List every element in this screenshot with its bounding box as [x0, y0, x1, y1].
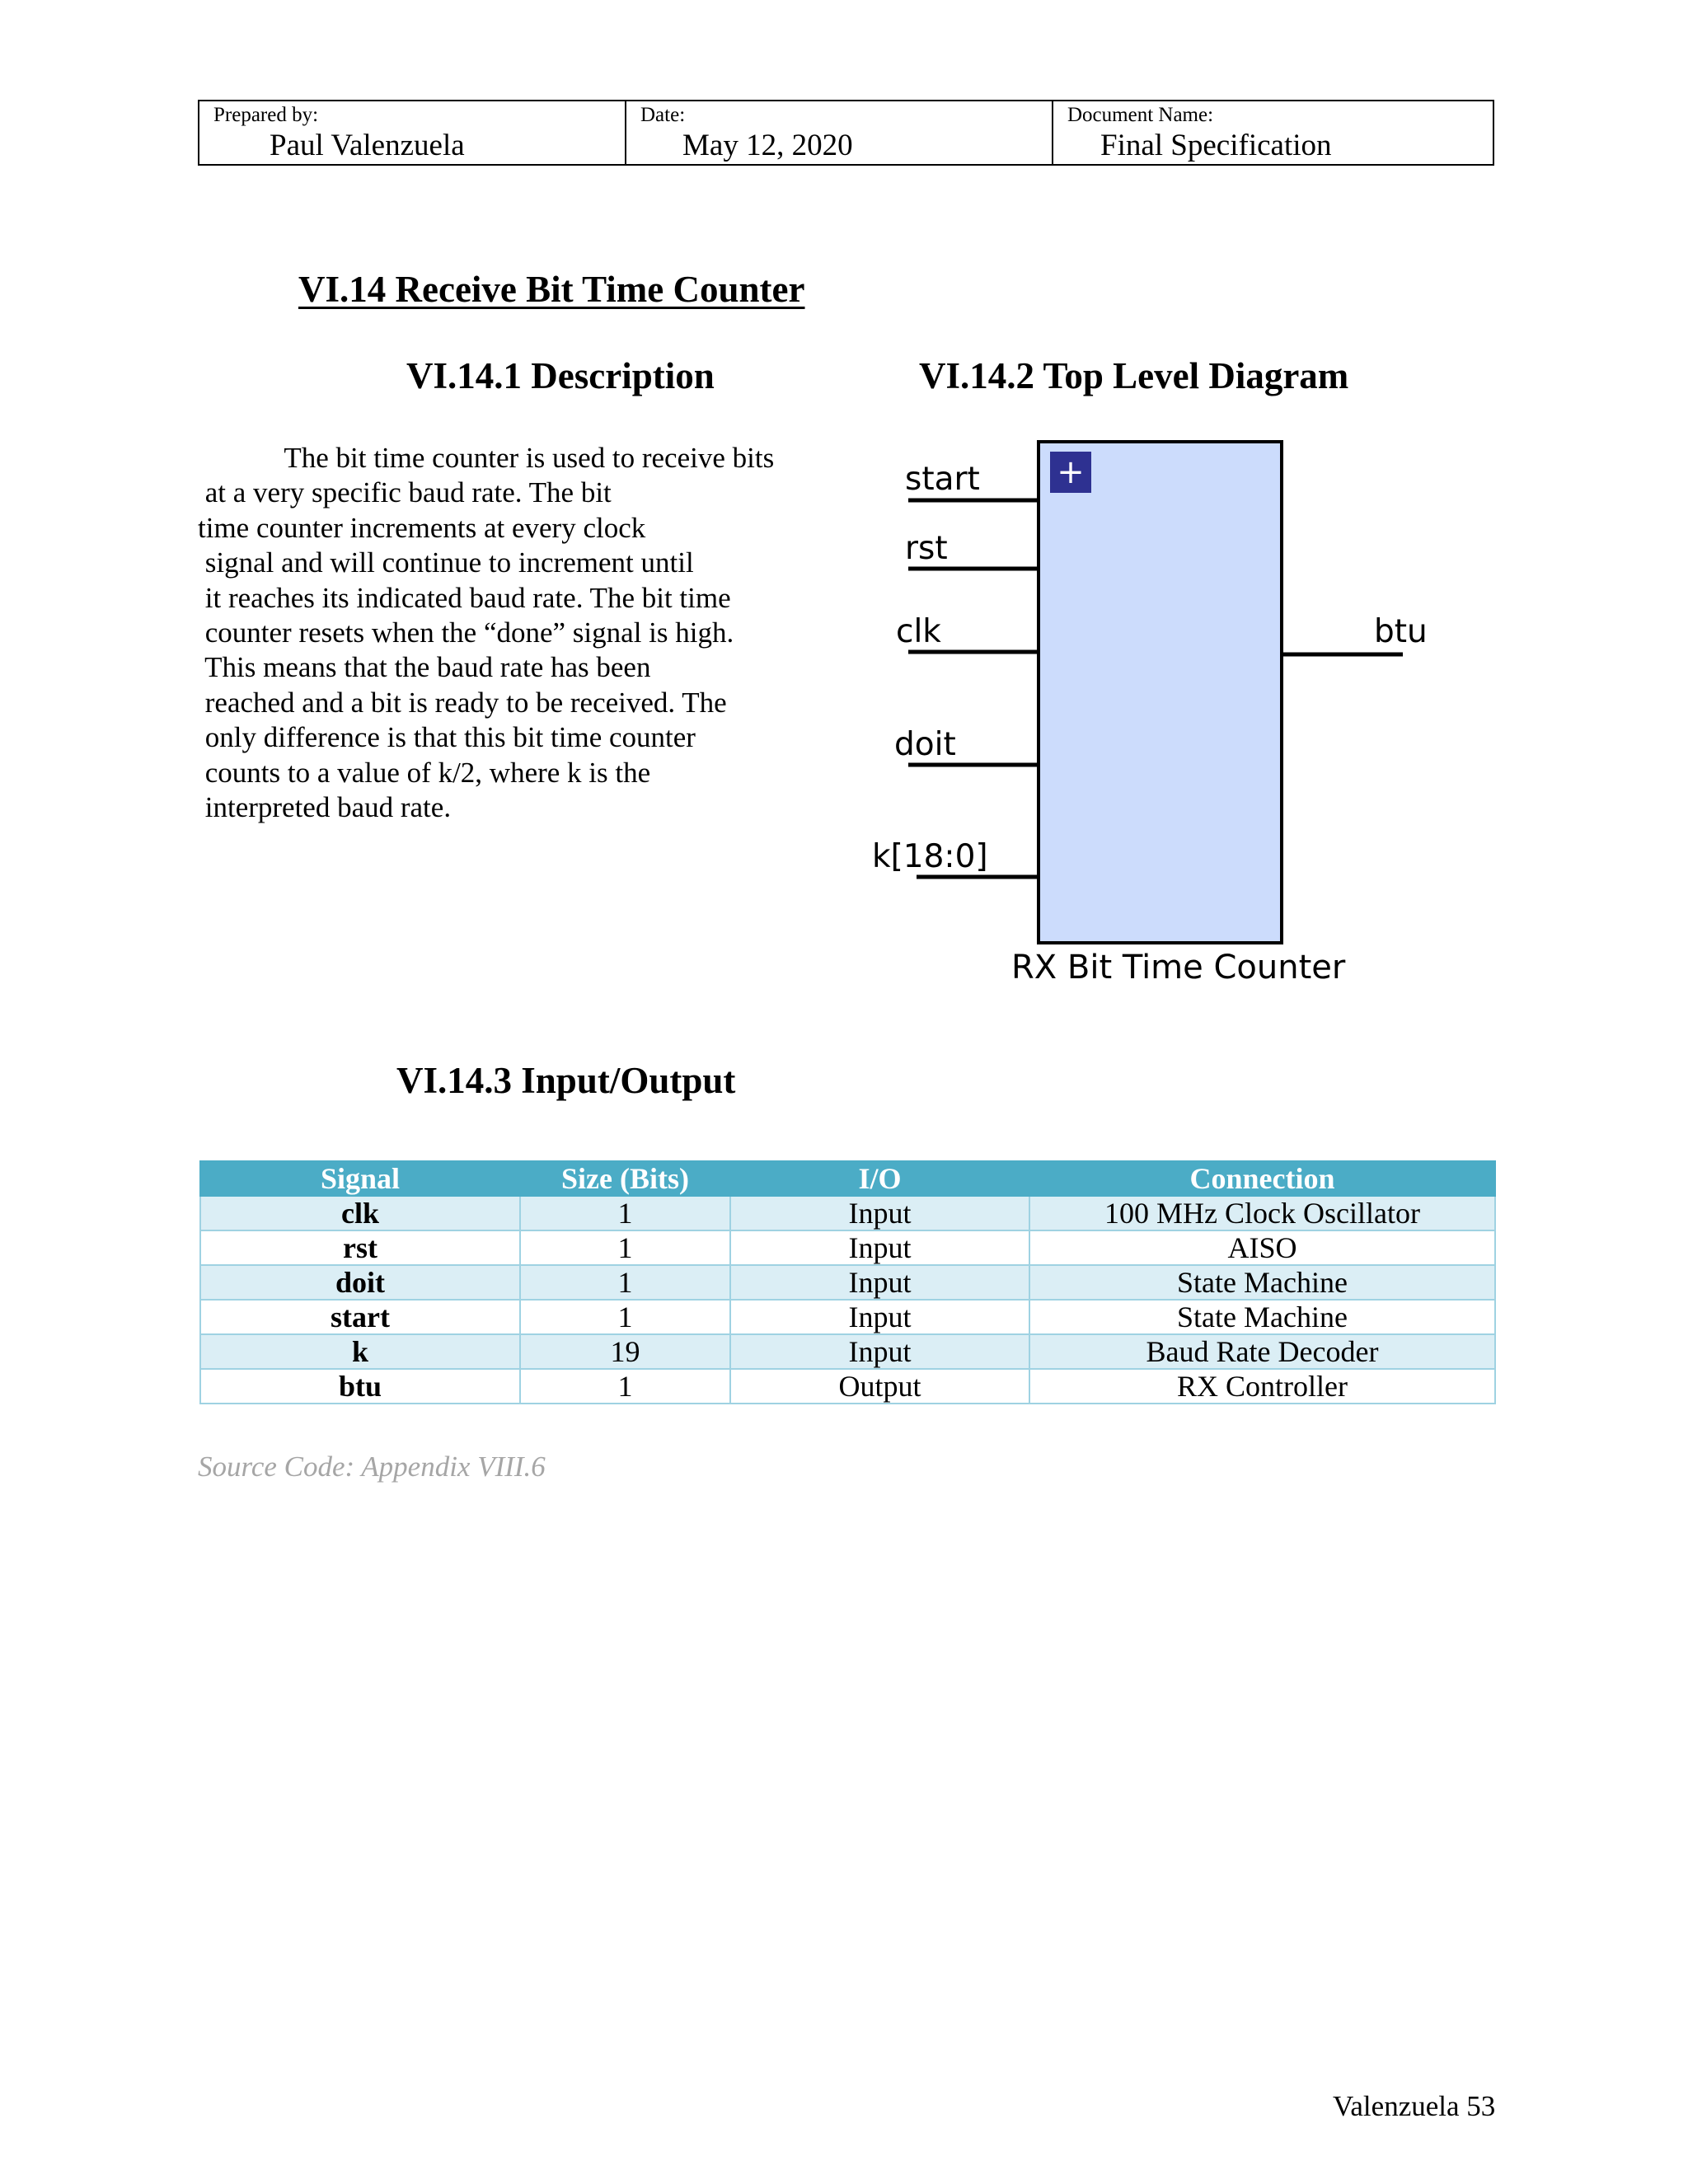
connection-cell: Baud Rate Decoder: [1029, 1334, 1495, 1369]
io-cell: Input: [730, 1265, 1029, 1300]
size-cell: 1: [520, 1369, 730, 1404]
description-line: interpreted baud rate.: [198, 791, 452, 824]
description-heading: VI.14.1 Description: [406, 355, 715, 396]
size-cell: 1: [520, 1230, 730, 1265]
io-table-header: [200, 1161, 1495, 1196]
description-line: counter resets when the “done” signal is high.: [198, 616, 734, 649]
signal-cell: rst: [200, 1230, 520, 1265]
block-label: RX Bit Time Counter: [1011, 949, 1346, 987]
table-row: [200, 1265, 1495, 1300]
description-line: counts to a value of k/2, where k is the: [198, 756, 651, 789]
description-line: reached and a bit is ready to be received. The: [198, 686, 727, 719]
size-cell: 1: [520, 1265, 730, 1300]
document-name-cell: [1052, 101, 1493, 164]
io-table: [199, 1160, 1496, 1404]
prepared-by-label: Prepared by:: [213, 104, 319, 126]
description-line: The bit time counter is used to receive bits: [198, 442, 775, 474]
top-level-diagram: [857, 429, 1451, 997]
table-row: [200, 1369, 1495, 1404]
description-line: only difference is that this bit time counter: [198, 721, 696, 754]
date-label: Date:: [640, 104, 686, 126]
rst-port-label: rst: [905, 530, 948, 567]
col-signal: Signal: [200, 1161, 520, 1196]
document-name-label: Document Name:: [1067, 104, 1214, 126]
description-line: it reaches its indicated baud rate. The bit time: [198, 581, 731, 614]
date-cell: [625, 101, 1052, 164]
connection-cell: 100 MHz Clock Oscillator: [1029, 1196, 1495, 1230]
io-cell: Input: [730, 1230, 1029, 1265]
document-name-value: Final Specification: [1100, 129, 1332, 162]
source-code-reference: Source Code: Appendix VIII.6: [198, 1451, 546, 1483]
size-cell: 1: [520, 1300, 730, 1334]
table-row: [200, 1196, 1495, 1230]
signal-cell: k: [200, 1334, 520, 1369]
diagram-heading: VI.14.2 Top Level Diagram: [919, 355, 1349, 396]
col-size: Size (Bits): [520, 1161, 730, 1196]
table-row: [200, 1230, 1495, 1265]
date-value: May 12, 2020: [682, 129, 853, 162]
connection-cell: AISO: [1029, 1230, 1495, 1265]
prepared-by-cell: [199, 101, 625, 164]
io-cell: Output: [730, 1369, 1029, 1404]
page-footer: Valenzuela 53: [1333, 2090, 1496, 2122]
description-text: [198, 441, 841, 825]
signal-cell: btu: [200, 1369, 520, 1404]
table-row: [200, 1300, 1495, 1334]
description-line: at a very specific baud rate. The bit: [198, 476, 612, 509]
io-heading: VI.14.3 Input/Output: [396, 1060, 736, 1101]
btu-port-label: btu: [1374, 613, 1428, 650]
signal-cell: doit: [200, 1265, 520, 1300]
size-cell: 19: [520, 1334, 730, 1369]
description-line: This means that the baud rate has been: [198, 651, 651, 684]
signal-cell: start: [200, 1300, 520, 1334]
block-body: [1039, 442, 1282, 943]
col-connection: Connection: [1029, 1161, 1495, 1196]
start-port-label: start: [905, 461, 980, 498]
signal-cell: clk: [200, 1196, 520, 1230]
io-cell: Input: [730, 1196, 1029, 1230]
k-port-label: k[18:0]: [872, 838, 988, 875]
clk-port-label: clk: [896, 613, 941, 650]
connection-cell: RX Controller: [1029, 1369, 1495, 1404]
col-io: I/O: [730, 1161, 1029, 1196]
description-line: time counter increments at every clock: [198, 511, 646, 544]
io-cell: Input: [730, 1334, 1029, 1369]
doit-port-label: doit: [894, 726, 956, 763]
section-title: VI.14 Receive Bit Time Counter: [298, 269, 805, 310]
table-row: [200, 1334, 1495, 1369]
io-cell: Input: [730, 1300, 1029, 1334]
prepared-by-value: Paul Valenzuela: [270, 129, 465, 162]
connection-cell: State Machine: [1029, 1265, 1495, 1300]
size-cell: 1: [520, 1196, 730, 1230]
description-line: signal and will continue to increment until: [198, 546, 694, 579]
expand-symbol: +: [1057, 453, 1085, 491]
connection-cell: State Machine: [1029, 1300, 1495, 1334]
document-header: [198, 100, 1494, 166]
